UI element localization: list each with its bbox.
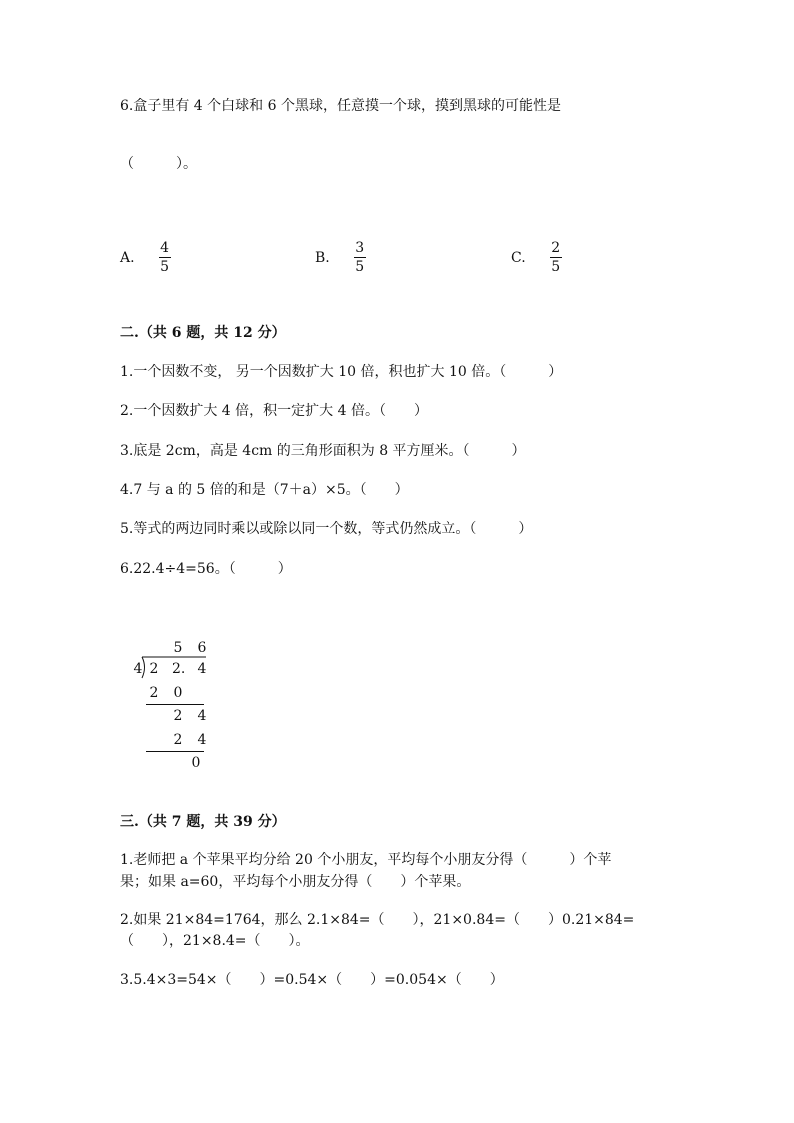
section-3-q3: 3.5.4×3=54×（ ）=0.54×（ ）=0.054×（ ） bbox=[120, 972, 504, 988]
quotient-digit: 6 bbox=[197, 640, 207, 656]
option-a[interactable] bbox=[120, 240, 171, 275]
option-b[interactable] bbox=[315, 240, 366, 275]
division-rule bbox=[146, 751, 204, 752]
section-3-q1-line1: 1.老师把 a 个苹果平均分给 20 个小朋友，平均每个小朋友分得（ ）个苹 bbox=[120, 852, 612, 868]
dividend-digit: 2. bbox=[172, 661, 186, 677]
section-2-item-6: 6.22.4÷4=56。（ ） bbox=[120, 561, 292, 577]
step-digit: 2 bbox=[149, 685, 159, 701]
section-2-item-3: 3.底是 2cm，高是 4cm 的三角形面积为 8 平方厘米。（ ） bbox=[120, 443, 526, 459]
quotient-digit: 5 bbox=[173, 640, 183, 656]
option-c-denominator: 5 bbox=[551, 259, 561, 275]
option-b-fraction bbox=[354, 240, 366, 275]
fraction-bar bbox=[550, 257, 562, 258]
dividend-digit: 2 bbox=[149, 661, 159, 677]
option-a-denominator: 5 bbox=[160, 259, 170, 275]
option-b-denominator: 5 bbox=[355, 259, 365, 275]
section-2-item-5: 5.等式的两边同时乘以或除以同一个数，等式仍然成立。（ ） bbox=[120, 521, 533, 537]
section-2-title: 二.（共 6 题，共 12 分） bbox=[120, 325, 286, 341]
section-3-q2-line1: 2.如果 21×84=1764，那么 2.1×84=（ ），21×0.84=（ ）0.21×84= bbox=[120, 912, 635, 928]
option-c-fraction bbox=[550, 240, 562, 275]
step-digit: 4 bbox=[197, 708, 207, 724]
option-c[interactable] bbox=[511, 240, 562, 275]
question-6-stem: 6.盒子里有 4 个白球和 6 个黑球，任意摸一个球，摸到黑球的可能性是 bbox=[120, 98, 561, 114]
option-b-numerator: 3 bbox=[355, 240, 365, 256]
division-rule bbox=[146, 704, 204, 705]
option-c-label: C. bbox=[511, 249, 526, 266]
section-3-q2-line2: （ ），21×8.4=（ ）。 bbox=[120, 933, 310, 949]
step-digit: 4 bbox=[197, 732, 207, 748]
fraction-bar bbox=[354, 257, 366, 258]
section-2-item-2: 2.一个因数扩大 4 倍，积一定扩大 4 倍。（ ） bbox=[120, 403, 428, 419]
remainder: 0 bbox=[191, 755, 201, 771]
option-a-fraction bbox=[159, 240, 171, 275]
section-3-title: 三.（共 7 题，共 39 分） bbox=[120, 814, 286, 830]
option-c-numerator: 2 bbox=[551, 240, 561, 256]
step-digit: 0 bbox=[173, 685, 183, 701]
section-3-q1-line2: 果；如果 a=60，平均每个小朋友分得（ ）个苹果。 bbox=[120, 874, 471, 890]
fraction-bar bbox=[159, 257, 171, 258]
divisor: 4 bbox=[133, 661, 143, 677]
option-a-numerator: 4 bbox=[160, 240, 170, 256]
step-digit: 2 bbox=[173, 708, 183, 724]
section-2-item-4: 4.7 与 a 的 5 倍的和是（7＋a）×5。（ ） bbox=[120, 482, 409, 498]
step-digit: 2 bbox=[173, 732, 183, 748]
option-b-label: B. bbox=[315, 249, 330, 266]
option-a-label: A. bbox=[120, 249, 135, 266]
dividend-digit: 4 bbox=[197, 661, 207, 677]
question-6-answer-blank: （ ）。 bbox=[120, 156, 197, 172]
section-2-item-1: 1.一个因数不变， 另一个因数扩大 10 倍，积也扩大 10 倍。（ ） bbox=[120, 364, 563, 380]
